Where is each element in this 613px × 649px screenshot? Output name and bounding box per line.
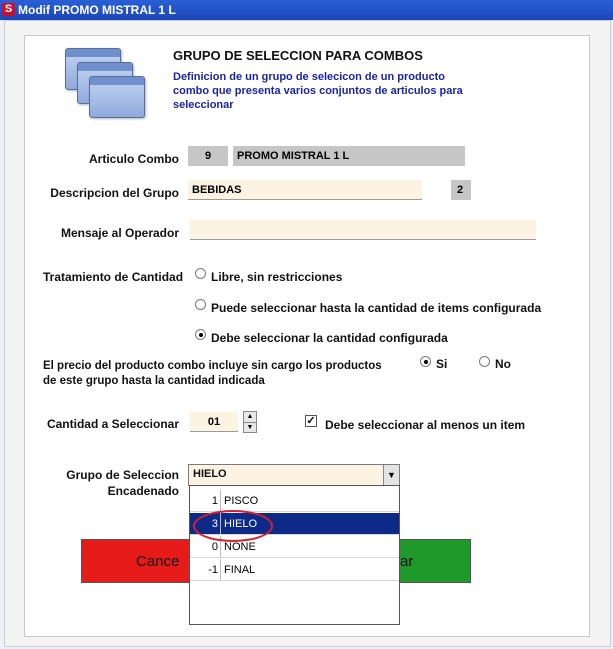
radio-precio-no-label: No bbox=[495, 357, 511, 371]
mensaje-label: Mensaje al Operador bbox=[60, 226, 179, 240]
cancel-button[interactable]: Cance bbox=[81, 539, 201, 583]
radio-precio-si[interactable] bbox=[420, 356, 431, 367]
header-description: Definicion de un grupo de selecicon de un producto combo que presenta varios conjuntos de articulos para seleccionar bbox=[173, 71, 463, 111]
grupo-label-line2: Encadenado bbox=[107, 484, 179, 498]
highlight-ring bbox=[193, 510, 273, 542]
dropdown-option[interactable]: 0 NONE bbox=[190, 536, 399, 558]
radio-puede-label: Puede seleccionar hasta la cantidad de items configurada bbox=[211, 301, 542, 315]
radio-debe-label: Debe seleccionar la cantidad configurada bbox=[211, 331, 448, 345]
stacked-windows-icon bbox=[65, 48, 141, 120]
stepper-down-icon[interactable]: ▼ bbox=[246, 424, 254, 431]
cantidad-label: Cantidad a Seleccionar bbox=[46, 417, 179, 431]
app-logo-icon: S bbox=[2, 3, 15, 16]
title-bar[interactable] bbox=[0, 0, 613, 20]
grupo-dropdown-list[interactable] bbox=[189, 485, 400, 625]
header-title: GRUPO DE SELECCION PARA COMBOS bbox=[173, 48, 423, 63]
cantidad-input[interactable]: 01 bbox=[190, 412, 238, 432]
grupo-select-value: HIELO bbox=[193, 468, 227, 480]
grupo-label-line1: Grupo de Seleccion bbox=[66, 468, 179, 482]
group-number-field: 2 bbox=[451, 180, 471, 200]
mensaje-input[interactable] bbox=[190, 220, 536, 240]
radio-libre[interactable] bbox=[195, 268, 206, 279]
cantidad-stepper[interactable] bbox=[243, 411, 257, 433]
form-panel bbox=[24, 35, 590, 637]
descripcion-input[interactable]: BEBIDAS bbox=[188, 180, 422, 200]
radio-debe[interactable] bbox=[195, 329, 206, 340]
chevron-down-icon[interactable]: ▼ bbox=[383, 465, 399, 485]
articulo-code-field: 9 bbox=[188, 146, 228, 166]
dropdown-option[interactable]: -1 FINAL bbox=[190, 559, 399, 581]
grupo-select[interactable] bbox=[188, 464, 400, 486]
articulo-label: Articulo Combo bbox=[89, 152, 179, 166]
stepper-up-icon[interactable]: ▲ bbox=[244, 412, 256, 423]
precio-text-line2: de este grupo hasta la cantidad indicada bbox=[43, 375, 265, 387]
debe-checkbox-label: Debe seleccionar al menos un item bbox=[325, 418, 526, 432]
debe-checkbox[interactable]: ✓ bbox=[306, 415, 316, 427]
radio-puede[interactable] bbox=[195, 299, 206, 310]
dropdown-option-selected[interactable]: 3 HIELO bbox=[190, 513, 399, 535]
tratamiento-label: Tratamiento de Cantidad bbox=[43, 270, 184, 284]
precio-text-line1: El precio del producto combo incluye sin cargo los productos bbox=[43, 360, 382, 372]
descripcion-label: Descripcion del Grupo bbox=[50, 186, 179, 200]
accept-button[interactable]: ar bbox=[385, 539, 471, 583]
radio-precio-si-label: Si bbox=[436, 357, 448, 371]
dropdown-option[interactable]: 1 PISCO bbox=[190, 490, 399, 512]
window-body bbox=[4, 20, 611, 647]
radio-libre-label: Libre, sin restricciones bbox=[211, 270, 343, 284]
articulo-name-field: PROMO MISTRAL 1 L bbox=[233, 146, 465, 166]
window-title: Modif PROMO MISTRAL 1 L bbox=[18, 3, 176, 17]
radio-precio-no[interactable] bbox=[479, 356, 490, 367]
